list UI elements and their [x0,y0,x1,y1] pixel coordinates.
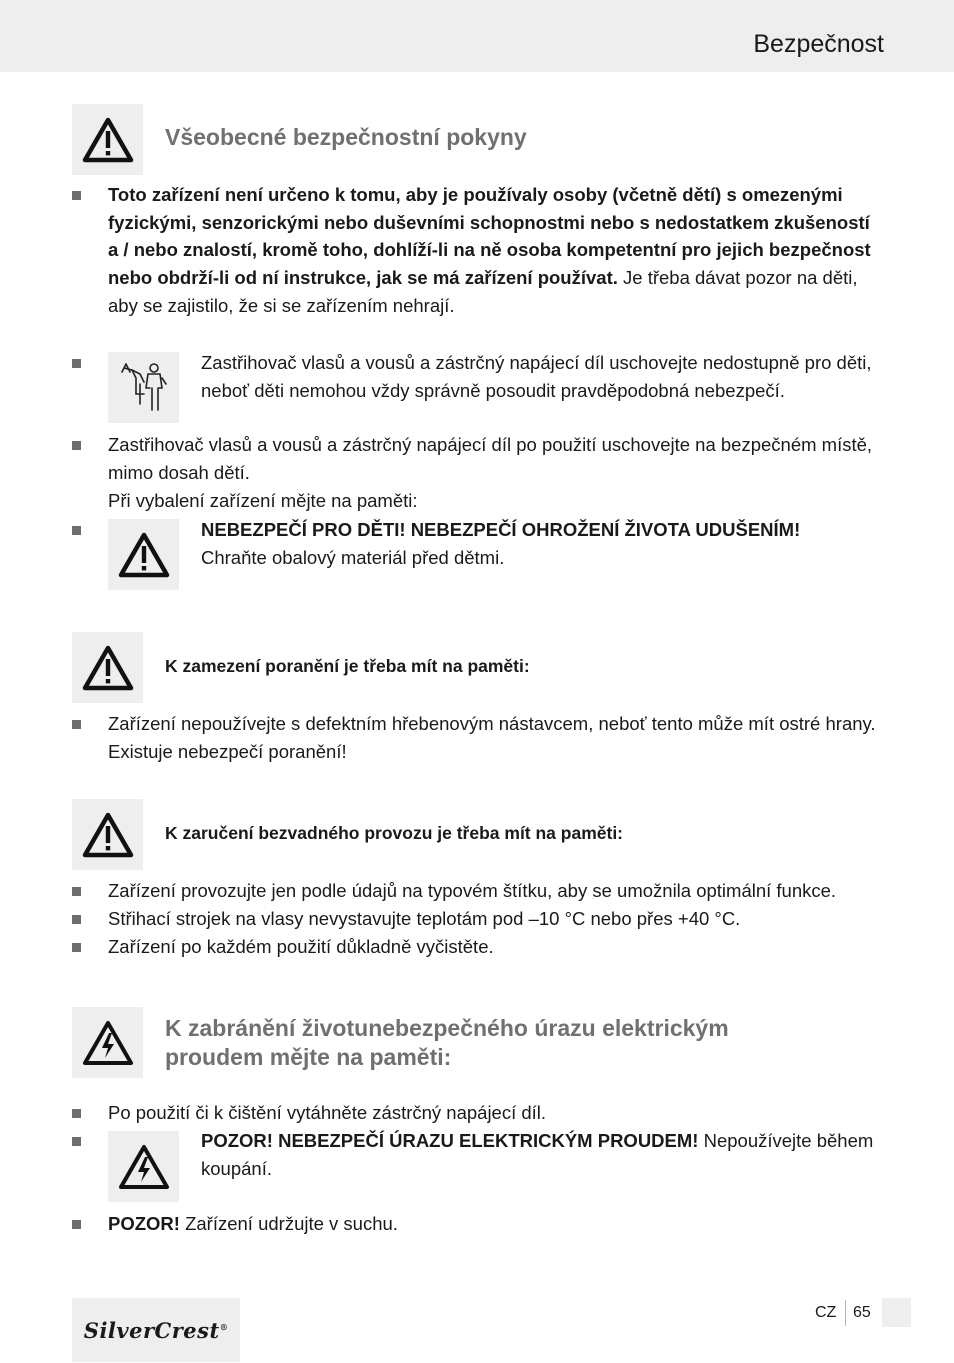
bold-text: Toto zařízení není určeno k tomu, aby je používaly osoby (včetně dětí) s omezenými fyzickými, senzorickými nebo duševními schopnostmi nebo s nedostatkem zkušeností a / nebo znalostí, kromě toho, dohlíží-li na ně osoba kompetentní pro jejich bezpečnost nebo obdrží-li od ní instrukce, jak se má zařízení používat. [108,184,871,289]
bold-text: POZOR! [108,1213,180,1234]
electric-hazard-icon [72,1007,143,1078]
paragraph-store-out-of-reach: Zastřihovač vlasů a vousů a zástrčný napájecí díl uschovejte nedostupně pro děti, neboť děti nemohou vždy správně posoudit pravděpodobná nebezpečí. [201,352,872,401]
registered-mark: ® [219,1321,229,1332]
bullet-marker [72,915,81,924]
page-title: Bezpečnost [753,30,884,58]
bold-text: NEBEZPEČÍ PRO DĚTI! NEBEZPEČÍ OHROŽENÍ ŽIVOTA UDUŠENÍM! [201,519,801,540]
section-heading-electric [165,1014,729,1072]
section-heading-general: Všeobecné bezpečnostní pokyny [165,124,527,150]
heading-line: proudem mějte na paměti: [165,1044,452,1070]
footer-marker [882,1298,911,1327]
electric-hazard-icon [108,1131,179,1202]
paragraph-unplug: Po použití či k čištění vytáhněte zástrčný napájecí díl. [108,1102,547,1123]
bullet-marker [72,943,81,952]
paragraph-keep-dry [108,1210,898,1238]
bullet-marker [72,720,81,729]
bullet-marker [72,887,81,896]
paragraph-unpacking-note: Při vybalení zařízení mějte na paměti: [108,490,418,511]
bullet-marker [72,191,81,200]
paragraph-rating-plate: Zařízení provozujte jen podle údajů na typovém štítku, aby se umožnila optimální funkce. [108,880,837,901]
footer-divider [845,1300,846,1326]
warning-triangle-icon [72,104,143,175]
paragraph-cleaning: Zařízení po každém použití důkladně vyčistěte. [108,936,494,957]
heading-line: K zabránění životunebezpečného úrazu elektrickým [165,1015,729,1041]
normal-text: Chraňte obalový materiál před dětmi. [201,546,505,568]
paragraph-suffocation-warning [201,516,901,571]
paragraph-safe-storage: Zastřihovač vlasů a vousů a zástrčný napájecí díl po použití uschovejte na bezpečném místě, mimo dosah dětí. [108,434,873,483]
bullet-marker [72,1137,81,1146]
bold-text: POZOR! NEBEZPEČÍ ÚRAZU ELEKTRICKÝM PROUDEM! [201,1130,699,1151]
warning-triangle-icon [72,632,143,703]
normal-text: Je třeba dávat pozor na děti, aby se zajistilo, že si se zařízením nehrají. [108,267,858,316]
warning-triangle-icon [72,799,143,870]
bullet-marker [72,359,81,368]
normal-text: Nepoužívejte během koupání. [201,1130,874,1179]
keep-away-from-children-icon [108,352,179,423]
paragraph-defective-comb: Zařízení nepoužívejte s defektním hřebenovým nástavcem, neboť tento může mít ostré hrany. Existuje nebezpečí poranění! [108,713,876,762]
brand-name: SilverCrest® [83,1317,229,1343]
language-code: CZ [815,1304,837,1321]
section-heading-operation: K zaručení bezvadného provozu je třeba mít na paměti: [165,823,624,843]
paragraph-persons-restriction [108,181,883,320]
normal-text: Zařízení udržujte v suchu. [185,1213,398,1234]
brand-logo [72,1298,240,1362]
bullet-marker [72,1220,81,1229]
bullet-marker [72,441,81,450]
warning-triangle-icon [108,519,179,590]
paragraph-temperature: Střihací strojek na vlasy nevystavujte teplotám pod –10 °C nebo přes +40 °C. [108,908,741,929]
bullet-marker [72,526,81,535]
section-heading-injury: K zamezení poranění je třeba mít na paměti: [165,656,530,676]
paragraph-electric-shock-warning [201,1127,891,1182]
page-number: 65 [853,1304,871,1321]
bullet-marker [72,1109,81,1118]
